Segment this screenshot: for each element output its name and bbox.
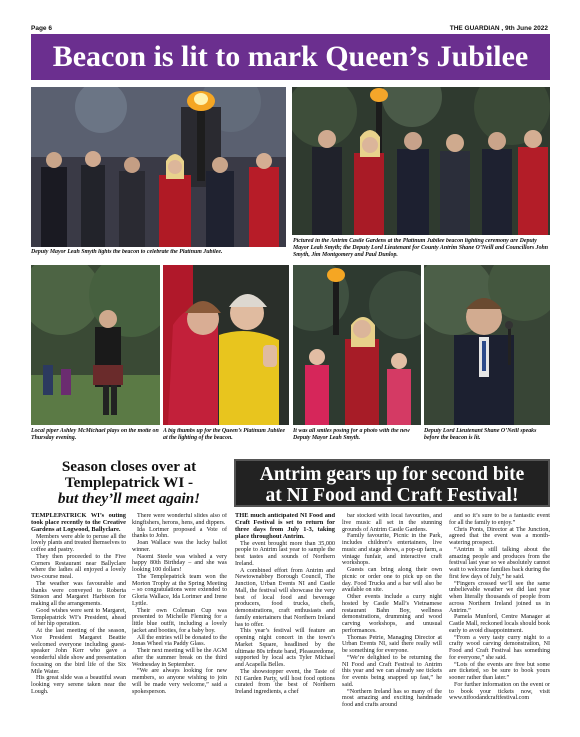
photo-speaker-image	[424, 265, 550, 425]
photo-piper	[31, 265, 160, 425]
article-paragraph: Family favourite, Picnic in the Park, includes children’s entertainers, live music and stage shows, a pop-up farm, a vintage funfair, and interactive craft workshops.	[342, 533, 442, 567]
photo-group-ceremony-image	[292, 87, 550, 235]
article-paragraph: “Lots of the events are free but some are ticketed, so be sure to book yours sooner rather than later.”	[449, 661, 550, 681]
photo-caption: Local piper Ashley McMichael plays on the motte on Thursday evening.	[31, 428, 159, 441]
photo-caption: A big thumbs up for the Queen’s Platinum Jubilee at the lighting of the beacon.	[163, 428, 285, 441]
photo-smiles-image	[293, 265, 421, 425]
article-paragraph: All the entries will be donated to the Jonas Wheel via Paddy Glass.	[132, 634, 227, 648]
article-paragraph: “Northern Ireland has so many of the most amazing and exciting handmade food and crafts around	[342, 688, 442, 708]
article-paragraph: Ida Lorimer proposed a Vote of thanks to John.	[132, 526, 227, 540]
headline-italic: but they’ll meet again!	[57, 490, 201, 507]
article-paragraph: The weather was favourable and thanks were conveyed to Roberta Stinson and Margaret Harbison for making all the arrangements.	[31, 580, 126, 608]
article-paragraph: “Fingers crossed we’ll see the same unbelievable weather we did last year when literally thousands of people from across Northern Ireland joined us in Antrim.”	[449, 580, 550, 614]
publication-dateline: THE GUARDIAN , 9th June 2022	[449, 25, 548, 32]
article-paragraph: and so it’s sure to be a fantastic event for all the family to enjoy.”	[449, 513, 550, 526]
photo-beacon-lighting	[31, 87, 286, 247]
article-paragraph: bar stocked with local favourites, and live music all set in the stunning grounds of Antrim Castle Gardens.	[342, 513, 442, 533]
article-paragraph: Thomas Petrie, Managing Director at Urban Events NI, said there really will be something for everyone.	[342, 634, 442, 654]
article-headline-festival	[234, 459, 550, 507]
article-paragraph: “From a very tasty curry night to a crafty wood carving demonstration, NI Food and Craft Festival has something for everyone,” she said.	[449, 634, 550, 661]
photo-beacon-lighting-image	[31, 87, 286, 247]
article-paragraph: The showstopper event, the Taste of NI Garden Party, will host food options curated from the best of Northern Ireland ingredients, a chef	[235, 668, 335, 696]
article-paragraph: Other events include a curry night hosted by Castle Mall’s Vietnamese restaurant Bahn Boy, wellness demonstrations, drumming and wood carving workshops, and unusual performances.	[342, 594, 442, 634]
article-paragraph: “We are always looking for new members, so anyone wishing to join will be made very welcome,” said a spokesperson.	[132, 668, 227, 695]
article-paragraph: Chris Ponts, Director at The Junction, agreed that the event was a month-watering prospect.	[449, 526, 550, 546]
banner-headline: Beacon is lit to mark Queen’s Jubilee	[31, 34, 550, 80]
article-wi-column-2	[132, 513, 227, 733]
headline-line-1: Antrim gears up for second bite	[259, 464, 525, 485]
article-paragraph: “We’re delighted to be returning the NI Food and Craft Festival to Antrim this year and we can already see tickets for events being snapped up fast,” he said.	[342, 654, 442, 688]
headline-line-2: at NI Food and Craft Festival!	[265, 485, 519, 506]
article-wi-column-1	[31, 513, 126, 733]
article-paragraph: Members were able to peruse all the lovely plants and treated themselves to coffee and pastry.	[31, 533, 126, 554]
article-paragraph: Pamela Munford, Centre Manager at Castle Mall, reckoned locals should book early to avoid disappointment.	[449, 614, 550, 634]
article-paragraph: Guests can bring along their own picnic or order one to pick up on the day. Food Trucks and a bar will also be available on site.	[342, 567, 442, 594]
headline-main: Season closes over at Templepatrick WI -	[61, 458, 197, 491]
article-paragraph: Joan Wallace was the lucky ballot winner.	[132, 540, 227, 553]
article-paragraph: For further information on the event or to book your tickets now, visit www.nifoodandcraftfestival.com	[449, 681, 550, 702]
article-paragraph: Their next meeting will be the AGM after the summer break on the third Wednesday in September.	[132, 648, 227, 668]
article-paragraph: Good wishes were sent to Margaret, Templepatrick WI’s President, ahead of her hip operation.	[31, 607, 126, 628]
article-paragraph: THE much anticipated NI Food and Craft Festival is set to return for three days from July 1-3, taking place throughout Antrim.	[235, 513, 335, 540]
article-paragraph: A combined effort from Antrim and Newtownabbey Borough Council, The Junction, Urban Events NI and Castle Mall, the festival will showcase the very best of local food and beverage producers, food trucks, chefs, demonstrations, craft enthusiasts and family entertainers that Northern Ireland has to offer.	[235, 567, 335, 628]
photo-group-ceremony	[292, 87, 550, 235]
photo-caption: Pictured in the Antrim Castle Gardens at the Platinum Jubilee beacon lighting ceremony are Deputy Mayor Leah Smyth; the Deputy Lord Lieutenant for County Antrim Shane O’Neill and Councillors John Smyth, Jim Montgomery and Paul Dunlop.	[293, 238, 549, 258]
photo-piper-image	[31, 265, 160, 425]
article-paragraph: The event brought more than 35,000 people to Antrim last year to sample the best tastes and sounds of Northern Ireland.	[235, 540, 335, 567]
photo-caption: It was all smiles posing for a photo with the new Deputy Mayor Leah Smyth.	[293, 428, 410, 441]
photo-thumbs-up	[163, 265, 289, 425]
photo-thumbs-up-image	[163, 265, 289, 425]
article-festival-column-2	[342, 513, 442, 733]
photo-smiles	[293, 265, 421, 425]
article-paragraph: Naomi Steele was wished a very happy 80th Birthday – and she was looking 100 dollars!	[132, 553, 227, 573]
article-paragraph: There were wonderful slides also of kingfishers, herons, hens, and dippers.	[132, 513, 227, 526]
article-paragraph: “Antrim is still talking about the amazing people and produces from the festival last year so we absolutely cannot wait to welcome families back during the first few days of July,” he said.	[449, 546, 550, 580]
article-festival-column-1	[235, 513, 335, 733]
article-festival-column-3	[449, 513, 550, 733]
article-paragraph: This year’s festival will feature an opening night concert in the town’s Market Square, headlined by the ultimate 80s tribute band, Pleasuredome, supported by local acts Tyler Michael and Acapella Belles.	[235, 628, 335, 669]
photo-caption: Deputy Lord Lieutenant Shane O’Neill speaks before the beacon is lit.	[424, 428, 537, 441]
article-paragraph: At the last meeting of the season, Vice President Margaret Beattie welcomed everyone including guest-speaker John Kerr who gave a wonderful slide show and presentation focusing on the bird life of the Six Mile Water.	[31, 628, 126, 675]
photo-speaker	[424, 265, 550, 425]
page-header	[0, 0, 580, 30]
article-paragraph: Their own Coleman Cup was presented to Michelle Fleming for a little blue outfit, including a lovely jacket and booties, for a baby boy.	[132, 607, 227, 634]
photo-caption: Deputy Mayor Leah Smyth lights the beacon to celebrate the Platinum Jubilee.	[31, 249, 223, 255]
article-headline-wi	[31, 459, 227, 507]
page-number: Page 6	[31, 25, 52, 32]
article-paragraph: The Templepatrick team won the Morton Trophy at the Spring Meeting – so congratulations were extended to Gloria Wallace, Ida Lorimer and Irene Lyttle.	[132, 573, 227, 607]
article-paragraph: His great slide was a beautiful swan looking very serene taken near the Lough.	[31, 675, 126, 695]
article-paragraph: They then proceeded to the Five Corners Restaurant near Ballyclare where the ladies all enjoyed a lovely two-course meal.	[31, 553, 126, 581]
article-paragraph: TEMPLEPATRICK WI’s outing took place recently to the Creative Gardens at Logwood, Ballyclare.	[31, 513, 126, 533]
